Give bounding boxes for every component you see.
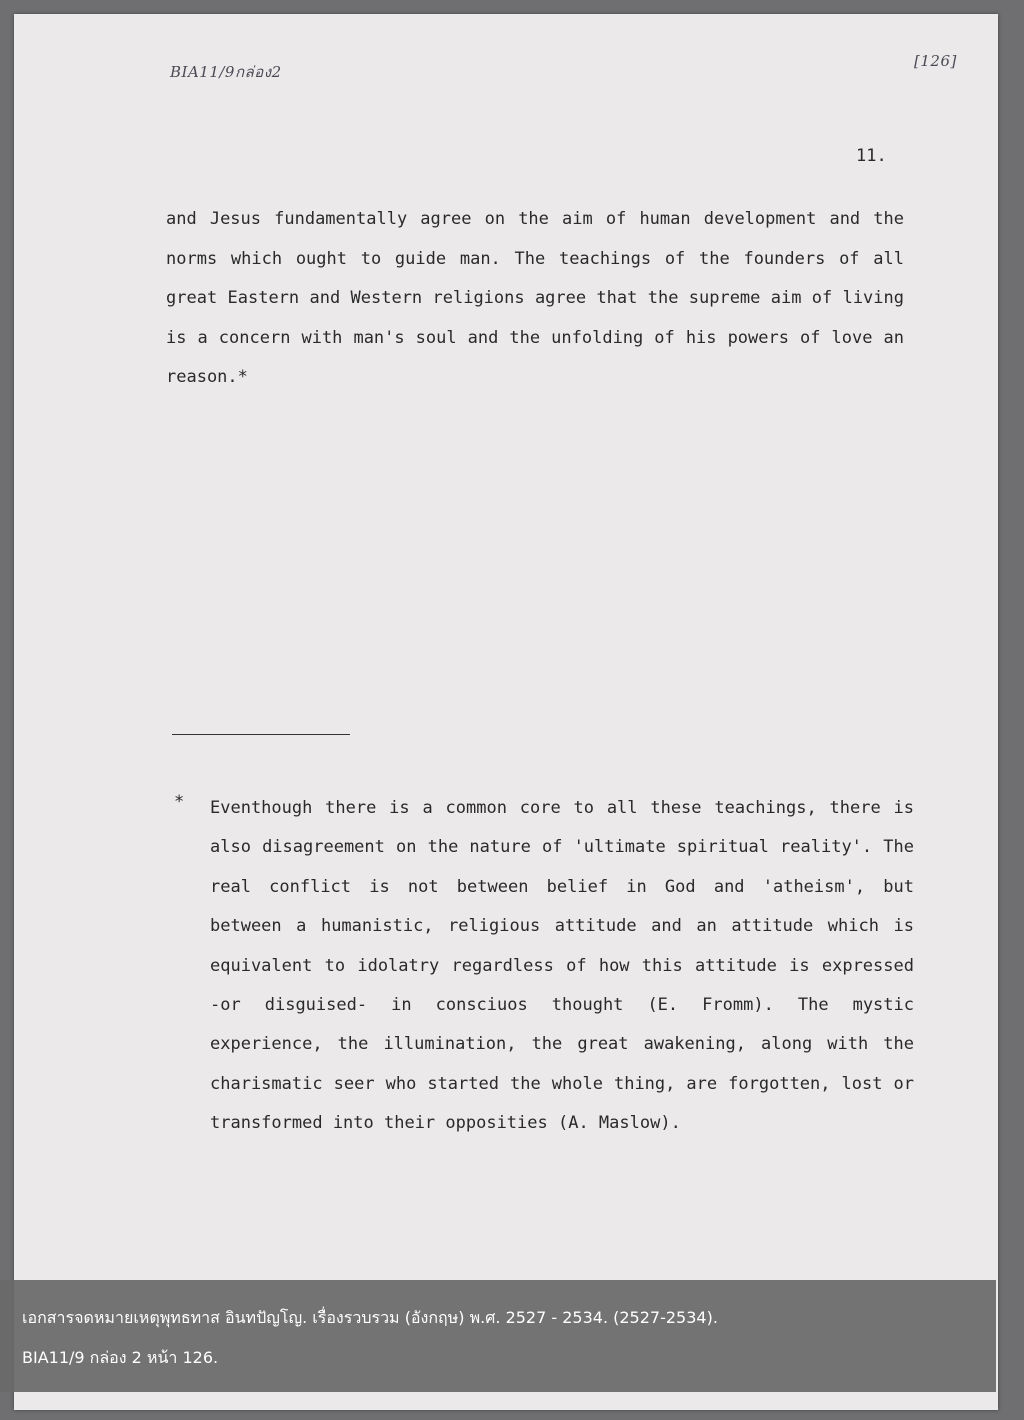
handwritten-archive-code: BIA11/9กล่อง2 bbox=[170, 63, 282, 81]
page-number: 11. bbox=[856, 146, 887, 166]
handwritten-page-reference: [126] bbox=[914, 52, 957, 70]
body-paragraph: and Jesus fundamentally agree on the aim of human development and the norms which ought to guide man. The teachings of the founders of all great Eastern and Western religions agree that the supreme aim of living is a concern with man's soul and the unfolding of his powers of love an reason.* bbox=[166, 209, 904, 387]
caption-reference: BIA11/9 กล่อง 2 หน้า 126. bbox=[22, 1348, 219, 1367]
footnote-paragraph: Eventhough there is a common core to all these teachings, there is also disagreement on the nature of 'ultimate spiritual reality'. The real conflict is not between belief in God and 'atheism', but between a humanistic, religious attitude and an attitude which is equivalent to idolatry regardless of how this attitude is expressed -or disguised- in consciuos thought (E. Fromm). The mystic experience, the illumination, the great awakening, along with the charismatic seer who started the whole thing, are forgotten, lost or transformed into their opposities (A. Maslow). bbox=[210, 798, 914, 1134]
document-page bbox=[14, 14, 998, 1410]
archive-caption-bar bbox=[0, 1280, 996, 1392]
caption-title: เอกสารจดหมายเหตุพุทธทาส อินทปัญโญ. เรื่องรวบรวม (อังกฤษ) พ.ศ. 2527 - 2534. (2527-2534). bbox=[22, 1308, 718, 1327]
footnote-marker: * bbox=[174, 792, 185, 812]
footnote-divider bbox=[172, 734, 350, 735]
